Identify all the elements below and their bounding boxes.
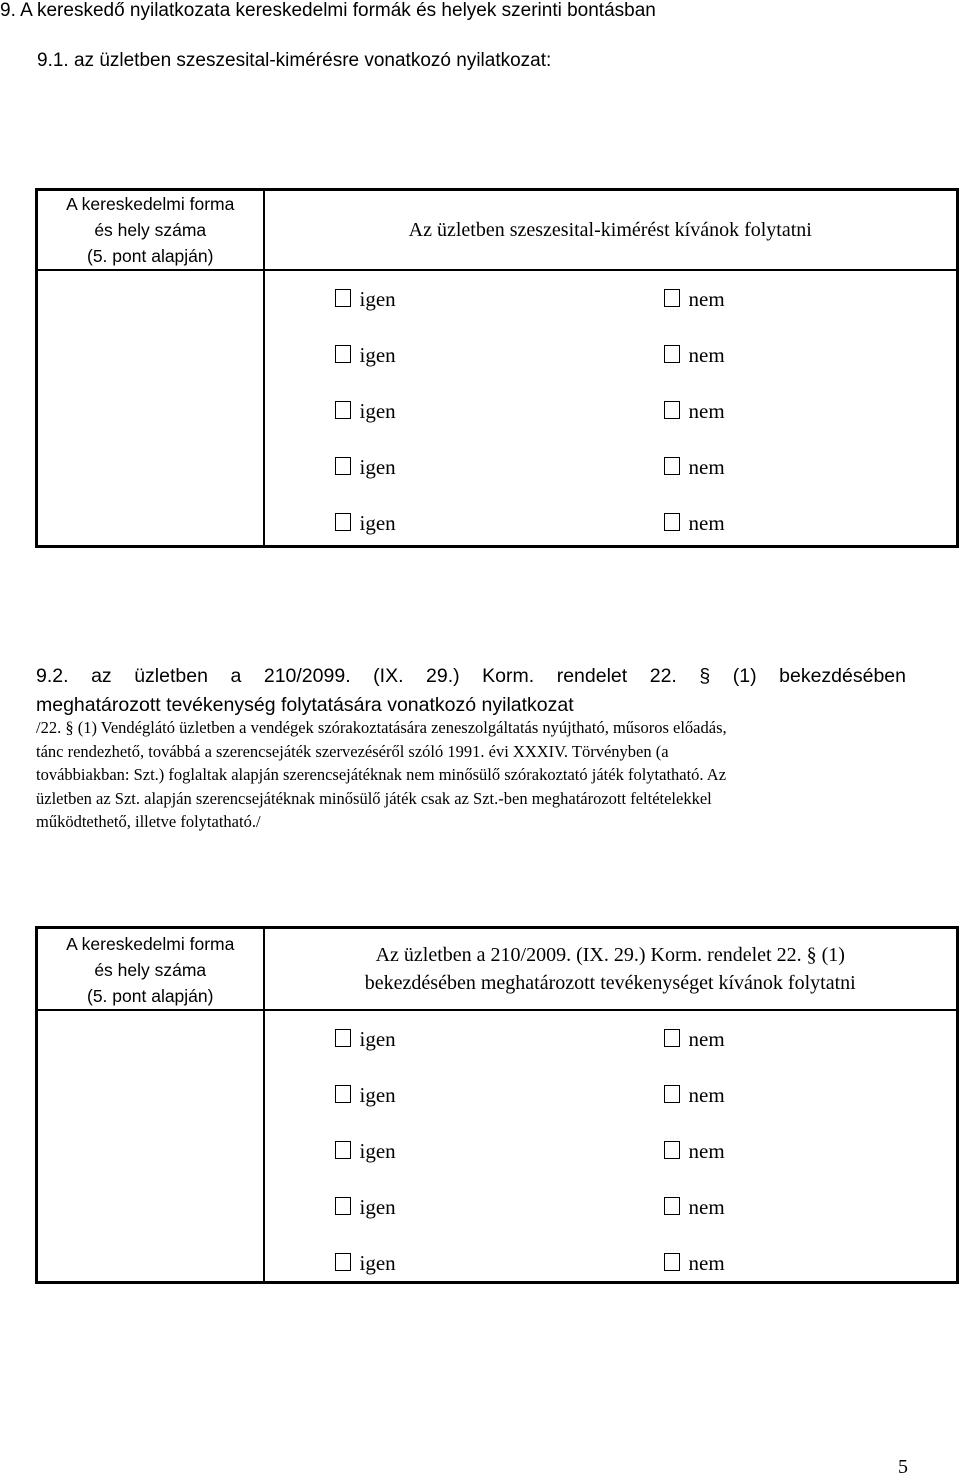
checkbox-icon[interactable] bbox=[664, 1029, 680, 1047]
no-option[interactable]: nem bbox=[664, 383, 725, 439]
declaration-header bbox=[264, 190, 958, 271]
trade-form-header bbox=[37, 928, 264, 1011]
checkbox-icon[interactable] bbox=[335, 457, 351, 475]
yes-option[interactable]: igen bbox=[335, 1011, 396, 1067]
options-cell bbox=[264, 270, 958, 547]
checkbox-icon[interactable] bbox=[335, 401, 351, 419]
declaration-header-line: bekezdésében meghatározott tevékenységet kívánok folytatni bbox=[364, 972, 856, 994]
checkbox-icon[interactable] bbox=[664, 1085, 680, 1103]
legal-line: tánc rendezhető, továbbá a szerencsejáték szervezéséről szóló 1991. évi XXXIV. Törvényben (a bbox=[36, 741, 669, 761]
section-heading: 9. A kereskedő nyilatkozata kereskedelmi formák és helyek szerinti bontásban bbox=[0, 0, 656, 21]
checkbox-icon[interactable] bbox=[664, 1197, 680, 1215]
no-option[interactable]: nem bbox=[664, 271, 725, 327]
checkbox-icon[interactable] bbox=[335, 1197, 351, 1215]
yes-option[interactable]: igen bbox=[335, 1235, 396, 1291]
trade-form-header-line: és hely száma bbox=[94, 960, 207, 980]
yes-option[interactable]: igen bbox=[335, 439, 396, 495]
declaration-header bbox=[264, 928, 958, 1011]
checkbox-icon[interactable] bbox=[664, 345, 680, 363]
checkbox-icon[interactable] bbox=[664, 289, 680, 307]
no-option[interactable]: nem bbox=[664, 439, 725, 495]
trade-form-header-line: (5. pont alapján) bbox=[87, 246, 214, 266]
legal-line: üzletben az Szt. alapján szerencsejátéknak minősülő játék csak az Szt.-ben meghatározott feltételekkel bbox=[36, 788, 712, 808]
trade-form-header-line: és hely száma bbox=[94, 220, 207, 240]
trade-form-cell[interactable] bbox=[37, 270, 264, 547]
no-option[interactable]: nem bbox=[664, 1067, 725, 1123]
trade-form-header-line: A kereskedelmi forma bbox=[66, 934, 235, 954]
trade-form-header-line: A kereskedelmi forma bbox=[66, 194, 235, 214]
yes-option[interactable]: igen bbox=[335, 1067, 396, 1123]
trade-form-header-line: (5. pont alapján) bbox=[87, 986, 214, 1006]
legal-line: továbbiakban: Szt.) foglaltak alapján szerencsejátéknak nem minősülő szórakoztató játék folytatható. Az bbox=[36, 765, 727, 784]
yes-option[interactable]: igen bbox=[335, 271, 396, 327]
no-option[interactable]: nem bbox=[664, 1123, 725, 1179]
subsection-heading: 9.1. az üzletben szeszesital-kimérésre vonatkozó nyilatkozat: bbox=[37, 50, 552, 71]
legal-line: /22. § (1) Vendéglátó üzletben a vendégek szórakoztatására zeneszolgáltatás nyújtható, műsoros előadás, bbox=[36, 718, 727, 737]
trade-form-header bbox=[37, 190, 264, 271]
no-option[interactable]: nem bbox=[664, 1235, 725, 1291]
checkbox-icon[interactable] bbox=[335, 513, 351, 531]
section-9-2-title-cont: meghatározott tevékenység folytatására vonatkozó nyilatkozat bbox=[36, 694, 574, 716]
no-option[interactable]: nem bbox=[664, 327, 725, 383]
yes-option[interactable]: igen bbox=[335, 1123, 396, 1179]
checkbox-icon[interactable] bbox=[664, 1141, 680, 1159]
checkbox-icon[interactable] bbox=[664, 513, 680, 531]
checkbox-icon[interactable] bbox=[664, 1253, 680, 1271]
yes-option[interactable]: igen bbox=[335, 1179, 396, 1235]
no-option[interactable]: nem bbox=[664, 1011, 725, 1067]
checkbox-icon[interactable] bbox=[335, 1029, 351, 1047]
checkbox-icon[interactable] bbox=[664, 457, 680, 475]
checkbox-icon[interactable] bbox=[335, 1141, 351, 1159]
declaration-header-line: Az üzletben a 210/2009. (IX. 29.) Korm. rendelet 22. § (1) bbox=[375, 944, 845, 966]
alcohol-declaration-table bbox=[35, 188, 959, 548]
yes-option[interactable]: igen bbox=[335, 327, 396, 383]
checkbox-icon[interactable] bbox=[335, 1253, 351, 1271]
section-9-2-title: 9.2. az üzletben a 210/2099. (IX. 29.) Korm. rendelet 22. § (1) bekezdésében bbox=[36, 665, 906, 687]
no-option[interactable]: nem bbox=[664, 1179, 725, 1235]
checkbox-icon[interactable] bbox=[664, 401, 680, 419]
legal-quote bbox=[36, 716, 908, 834]
legal-line: működtethető, illetve folytatható./ bbox=[36, 812, 261, 831]
options-cell bbox=[264, 1010, 958, 1283]
declaration-header-line: Az üzletben szeszesital-kimérést kívánok folytatni bbox=[408, 218, 812, 241]
page-number: 5 bbox=[898, 1456, 908, 1478]
yes-option[interactable]: igen bbox=[335, 383, 396, 439]
activity-declaration-table bbox=[35, 926, 959, 1284]
trade-form-cell[interactable] bbox=[37, 1010, 264, 1283]
section-9-2 bbox=[36, 662, 906, 720]
yes-option[interactable]: igen bbox=[335, 495, 396, 551]
checkbox-icon[interactable] bbox=[335, 289, 351, 307]
checkbox-icon[interactable] bbox=[335, 345, 351, 363]
checkbox-icon[interactable] bbox=[335, 1085, 351, 1103]
no-option[interactable]: nem bbox=[664, 495, 725, 551]
